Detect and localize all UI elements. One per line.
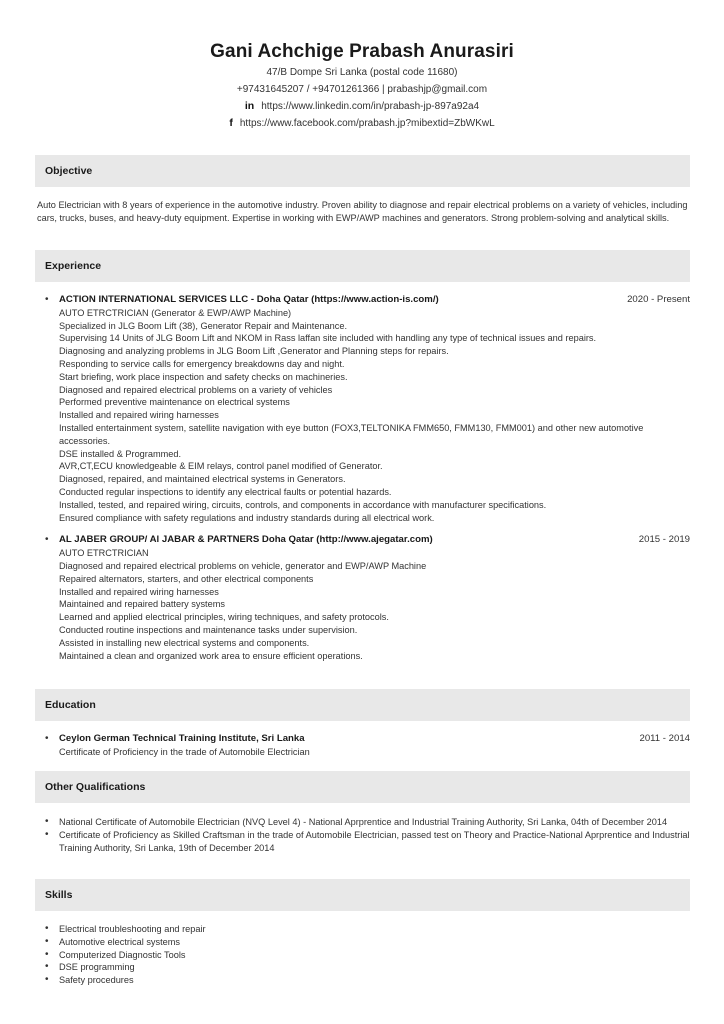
- job-line: AUTO ETRCTRICIAN (Generator & EWP/AWP Machine): [59, 307, 292, 318]
- experience-list: [35, 294, 690, 662]
- job-details: [59, 307, 690, 525]
- job-line: Learned and applied electrical principles, wiring techniques, and safety protocols.: [59, 612, 389, 623]
- job-line: Performed preventive maintenance on electrical systems: [59, 397, 290, 408]
- job-line: Diagnosed and repaired electrical problems on vehicle, generator and EWP/AWP Machine: [59, 560, 427, 571]
- qualification-item: • National Certificate of Automobile Electrician (NVQ Level 4) - National Aprprentice and Industrial Training Authority, Sri Lanka, 04th of December 2014: [35, 816, 690, 829]
- facebook-icon: f: [229, 117, 233, 129]
- skill-item: • DSE programming: [35, 961, 690, 974]
- skills-list: [35, 923, 690, 987]
- qualifications-list: [35, 816, 690, 854]
- job-line: Conducted routine inspections and maintenance tasks under supervision.: [59, 624, 358, 635]
- job-line: AVR,CT,ECU knowledgeable & EIM relays, control panel modified of Generator.: [59, 461, 383, 472]
- resume-header: [0, 40, 724, 132]
- job-line: Ensured compliance with safety regulations and industry standards during all electrical work.: [59, 512, 435, 523]
- education-date: 2011 - 2014: [639, 733, 690, 744]
- education-detail: Certificate of Proficiency in the trade of Automobile Electrician: [59, 746, 310, 757]
- education-list: [35, 733, 690, 759]
- job-line: Diagnosed, repaired, and maintained electrical systems in Generators.: [59, 474, 346, 485]
- job-line: Repaired alternators, starters, and other electrical components: [59, 573, 314, 584]
- education-entry: [35, 733, 690, 759]
- skills-section: [35, 879, 690, 987]
- job-line: Maintained and repaired battery systems: [59, 599, 225, 610]
- job-line: Installed and repaired wiring harnesses: [59, 410, 219, 421]
- objective-section: [35, 155, 690, 225]
- job-line: Supervising 14 Units of JLG Boom Lift and NKOM in Rass laffan site included with handling any type of technical issues and repairs.: [59, 333, 597, 344]
- section-heading: Experience: [35, 250, 690, 282]
- address: 47/B Dompe Sri Lanka (postal code 11680): [266, 67, 458, 78]
- education-section: [35, 689, 690, 759]
- job-line: Installed and repaired wiring harnesses: [59, 586, 219, 597]
- job-line: Diagnosed and repaired electrical problems on a variety of vehicles: [59, 384, 333, 395]
- job-details: [59, 547, 690, 662]
- job-line: AUTO ETRCTRICIAN: [59, 548, 149, 559]
- linkedin-link[interactable]: https://www.linkedin.com/in/prabash-jp-897a92a4: [261, 101, 480, 112]
- linkedin-line: [0, 98, 724, 115]
- skill-item: • Computerized Diagnostic Tools: [35, 949, 690, 962]
- objective-text: Auto Electrician with 8 years of experience in the automotive industry. Proven ability to diagnose and repair electrical problems on a variety of vehicles, including cars, trucks, buses, and heavy-duty equipment. Expertise in working with EWP/AWP machines and generators. Strong problem-solving and analytical skills.: [37, 200, 688, 223]
- job-line: Installed entertainment system, satellite navigation with eye button (FOX3,TELTONIKA FMM650, FMM130, FMM001) and other new automotive accessories.: [59, 422, 644, 446]
- section-heading: Skills: [35, 879, 690, 911]
- job-line: Installed, tested, and repaired wiring, circuits, controls, and components in accordance with manufacturer specifications.: [59, 499, 547, 510]
- candidate-name: Gani Achchige Prabash Anurasiri: [210, 41, 514, 62]
- skill-item: • Safety procedures: [35, 974, 690, 987]
- job-date: 2015 - 2019: [638, 534, 690, 546]
- job-line: Diagnosing and analyzing problems in JLG Boom Lift ,Generator and Planning steps for repairs.: [59, 346, 449, 357]
- experience-section: [35, 250, 690, 662]
- section-heading: Other Qualifications: [35, 771, 690, 803]
- qualifications-section: [35, 771, 690, 854]
- job-entry: [35, 534, 690, 662]
- qualification-item: • Certificate of Proficiency as Skilled Craftsman in the trade of Automobile Electrician, passed test on Theory and Practice-National Aprprentice and Industrial Training Authority, Sri Lanka, 19th of December 2014: [35, 829, 690, 855]
- job-date: 2020 - Present: [627, 294, 690, 305]
- skill-item: • Electrical troubleshooting and repair: [35, 923, 690, 936]
- contact-line: +97431645207 / +94701261366 | prabashjp@gmail.com: [236, 84, 488, 95]
- job-line: Assisted in installing new electrical systems and components.: [59, 637, 310, 648]
- institution-name: • Ceylon German Technical Training Institute, Sri Lanka: [59, 733, 305, 744]
- facebook-line: [0, 115, 724, 132]
- facebook-link[interactable]: https://www.facebook.com/prabash.jp?mibextid=ZbWKwL: [239, 118, 495, 129]
- job-title: • AL JABER GROUP/ Al JABAR & PARTNERS Doha Qatar (http://www.ajegatar.com): [59, 534, 433, 546]
- section-heading: Education: [35, 689, 690, 721]
- job-line: Conducted regular inspections to identify any electrical faults or potential hazards.: [59, 486, 392, 497]
- job-line: Responding to service calls for emergency breakdowns day and night.: [59, 358, 345, 369]
- job-entry: [35, 294, 690, 524]
- job-line: Start briefing, work place inspection and safety checks on machineries.: [59, 371, 348, 382]
- job-line: Specialized in JLG Boom Lift (38), Generator Repair and Maintenance.: [59, 320, 348, 331]
- job-line: DSE installed & Programmed.: [59, 448, 182, 459]
- job-line: Maintained a clean and organized work area to ensure efficient operations.: [59, 650, 363, 661]
- job-title: • ACTION INTERNATIONAL SERVICES LLC - Doha Qatar (https://www.action-is.com/): [59, 294, 439, 305]
- linkedin-icon: in: [244, 100, 255, 112]
- skill-item: • Automotive electrical systems: [35, 936, 690, 949]
- section-heading: Objective: [35, 155, 690, 187]
